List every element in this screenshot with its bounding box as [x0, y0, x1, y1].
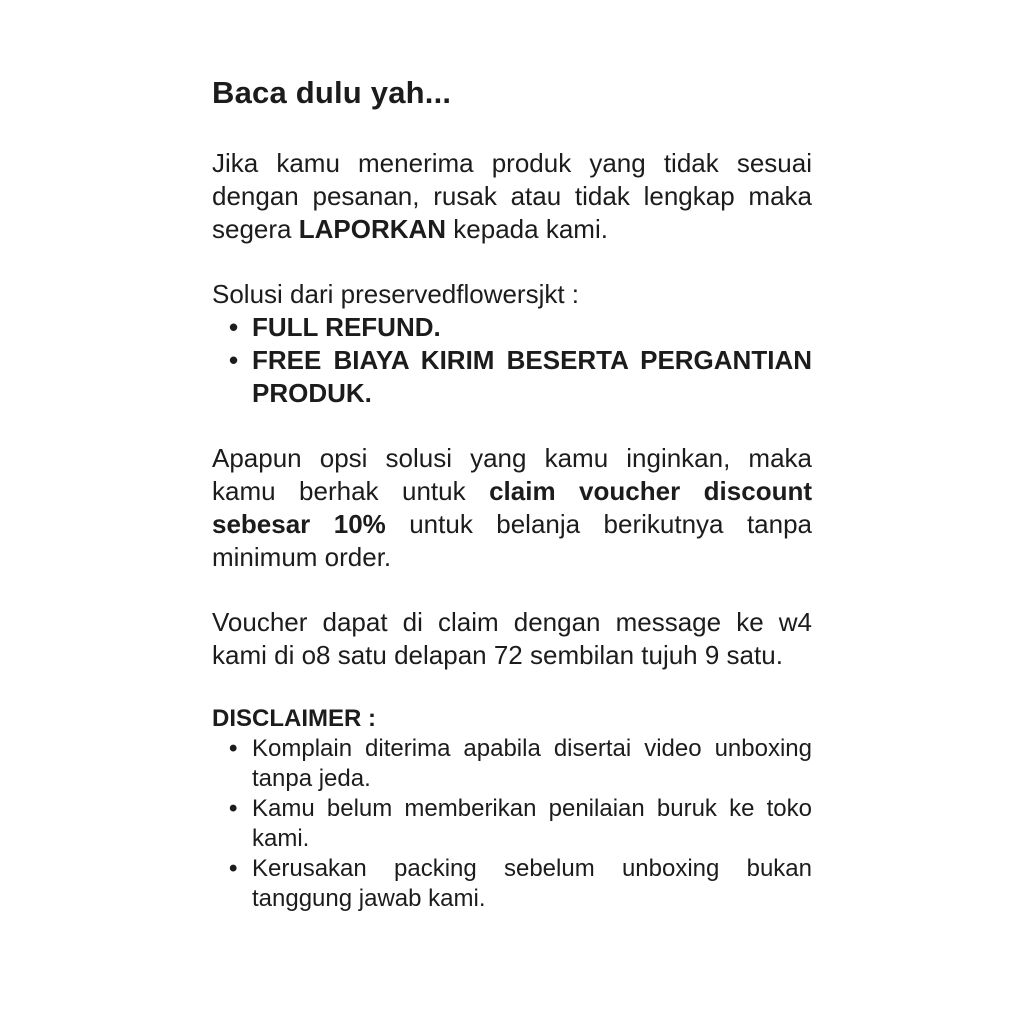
page-title: Baca dulu yah...: [212, 75, 452, 110]
voucher-paragraph: [212, 442, 812, 574]
disclaimer-list-item: • Kamu belum memberikan penilaian buruk ke toko kami.: [212, 794, 812, 854]
disclaimer-section: [212, 704, 812, 914]
notice-page: [212, 0, 812, 914]
disclaimer-list-item: • Kerusakan packing sebelum unboxing bukan tanggung jawab kami.: [212, 854, 812, 914]
disclaimer-list: [212, 734, 812, 914]
claim-instruction-paragraph: Voucher dapat di claim dengan message ke w4 kami di o8 satu delapan 72 sembilan tujuh 9 satu.: [212, 607, 812, 670]
voucher-text-post: untuk belanja berikutnya tanpa minimum order.: [212, 509, 813, 572]
intro-paragraph: [212, 147, 812, 246]
solusi-section: [212, 278, 812, 410]
disclaimer-list-item: • Komplain diterima apabila disertai video unboxing tanpa jeda.: [212, 734, 812, 794]
intro-text-pre: Jika kamu menerima produk yang tidak sesuai dengan pesanan, rusak atau tidak lengkap maka segera: [212, 148, 812, 244]
solusi-list-item: • FULL REFUND.: [212, 311, 812, 344]
intro-text-post: kepada kami.: [446, 214, 608, 244]
solusi-list: [212, 311, 812, 410]
solusi-label: Solusi dari preservedflowersjkt :: [212, 279, 580, 309]
solusi-list-item: • FREE BIAYA KIRIM BESERTA PERGANTIAN PRODUK.: [212, 344, 812, 410]
voucher-text-pre: Apapun opsi solusi yang kamu inginkan, maka kamu berhak untuk: [212, 443, 812, 506]
disclaimer-heading: DISCLAIMER :: [212, 705, 376, 732]
intro-text-bold: LAPORKAN: [298, 214, 447, 244]
voucher-text-bold: claim voucher discount sebesar 10%: [212, 476, 812, 539]
